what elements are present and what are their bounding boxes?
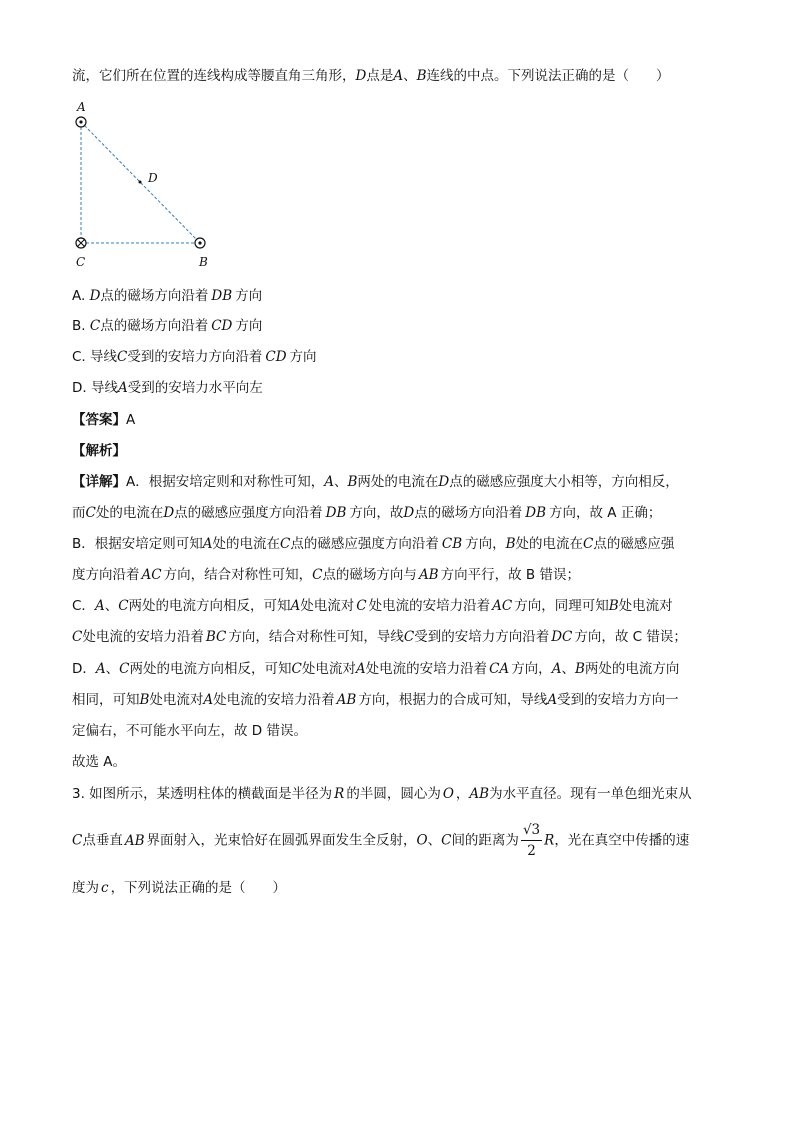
label-c: C — [76, 255, 86, 269]
q3-line-2: C点垂直 AB 界面射入，光束恰好在圆弧界面发生全反射，O、C间的距离为 $\frac{√3}{2}$ R，光在真空中传播的速 — [72, 822, 690, 859]
wire-b-out-of-page-icon — [195, 238, 205, 248]
analysis-tag: 【解析】 — [72, 443, 126, 459]
answer-tag: 【答案】 — [72, 412, 126, 428]
fraction-sqrt3-over-2: $\frac{√3}{2}$ — [522, 822, 541, 859]
detail-line-4: 度方向沿着 AC 方向，结合对称性可知，C点的磁场方向与 AB 方向平行，故 B 错误； — [72, 567, 580, 583]
option-d: D. 导线A受到的安培力水平向左 — [72, 380, 263, 396]
option-b: B. C点的磁场方向沿着 CD 方向 — [72, 318, 263, 334]
detail-line-9: 定偏右，不可能水平向左，故 D 错误。 — [72, 723, 307, 739]
detail-line-3: B．根据安培定则可知A处的电流在C点的磁感应强度方向沿着 CB 方向，B处的电流在C点的磁感应强 — [72, 536, 675, 552]
conclusion-line: 故选 A。 — [72, 754, 127, 770]
q3-line-3: 度为 c ，下列说法正确的是（ ） — [72, 880, 287, 896]
label-b: B — [199, 255, 208, 269]
detail-line-2: 而C处的电流在D点的磁感应强度方向沿着 DB 方向，故D点的磁场方向沿着 DB 方向，故 A 正确； — [72, 505, 662, 521]
detail-line-8: 相同，可知B处电流对A处电流的安培力沿着 AB 方向，根据力的合成可知，导线A受到的安培力方向一 — [72, 692, 679, 708]
option-a: A. D点的磁场方向沿着 DB 方向 — [72, 288, 263, 304]
detail-line-6: C处电流的安培力沿着 BC 方向，结合对称性可知，导线C受到的安培力方向沿着 DC 方向，故 C 错误； — [72, 629, 687, 645]
triangle-figure — [70, 98, 230, 273]
detail-line-5: C．A、C两处的电流方向相反，可知A处电流对 C 处电流的安培力沿着 AC 方向，同理可知B处电流对 — [72, 598, 673, 614]
detail-line-7: D．A、C两处的电流方向相反，可知C处电流对A处电流的安培力沿着 CA 方向，A、B两处的电流方向 — [72, 661, 680, 677]
answer-value: A — [126, 412, 136, 428]
option-c: C. 导线C受到的安培力方向沿着 CD 方向 — [72, 349, 317, 365]
point-d-dot — [139, 181, 142, 184]
wire-c-into-page-icon — [76, 238, 86, 248]
q3-line-1: 3. 如图所示，某透明柱体的横截面是半径为 R 的半圆，圆心为 O ，AB为水平直径。现有一单色细光束从 — [72, 786, 692, 802]
label-d: D — [148, 171, 158, 185]
answer-line — [72, 410, 135, 430]
wire-a-out-of-page-icon — [76, 117, 86, 127]
detail-line-1: 【详解】A．根据安培定则和对称性可知，A、B两处的电流在D点的磁感应强度大小相等，方向相反， — [72, 474, 679, 490]
question-intro-line: 流，它们所在位置的连线构成等腰直角三角形，D点是A、B连线的中点。下列说法正确的是（ ） — [72, 68, 670, 84]
label-a: A — [77, 100, 86, 114]
